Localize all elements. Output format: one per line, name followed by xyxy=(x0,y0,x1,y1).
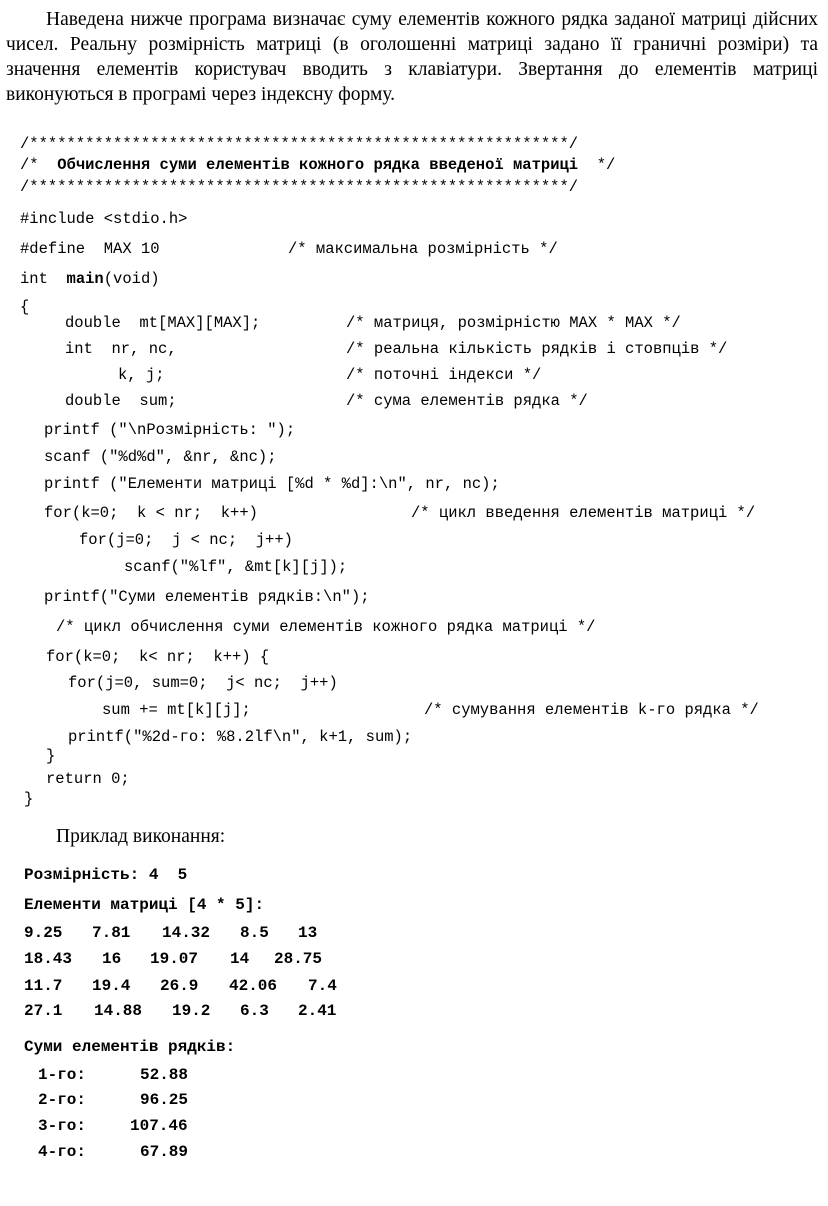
comment-title-line xyxy=(20,156,615,174)
matrix-cell: 6.3 xyxy=(240,1002,269,1020)
matrix-cell: 14.32 xyxy=(162,924,211,942)
sum-value: 96.25 xyxy=(140,1091,189,1109)
matrix-cell: 13 xyxy=(298,924,318,942)
example-caption: Приклад виконання: xyxy=(56,826,226,847)
comment-stars-top: /**********************************************************/ xyxy=(20,135,579,153)
open-brace: { xyxy=(20,298,30,316)
matrix-cell: 19.2 xyxy=(172,1002,211,1020)
sum-label: 2-го: xyxy=(38,1091,87,1109)
scanf-dim: scanf ("%d%d", &nr, &nc); xyxy=(44,448,277,466)
sum-label: 4-го: xyxy=(38,1143,87,1161)
decl-nr-comment: /* реальна кількість рядків і стовпців */ xyxy=(346,340,728,358)
matrix-cell: 14.88 xyxy=(94,1002,143,1020)
sum-label: 3-го: xyxy=(38,1117,87,1135)
decl-sum: double sum; xyxy=(65,392,177,410)
return-stmt: return 0; xyxy=(46,770,130,788)
main-name: main xyxy=(66,270,104,288)
decl-mt-comment: /* матриця, розмірністю MAX * MAX */ xyxy=(346,314,681,332)
for-k-sum: for(k=0; k< nr; k++) { xyxy=(46,648,270,666)
printf-dim: printf ("\nРозмірність: "); xyxy=(44,421,296,439)
decl-nr: int nr, nc, xyxy=(65,340,177,358)
matrix-cell: 27.1 xyxy=(24,1002,63,1020)
matrix-cell: 2.41 xyxy=(298,1002,337,1020)
decl-mt: double mt[MAX][MAX]; xyxy=(65,314,261,332)
comment-title: Обчислення суми елементів кожного рядка введеної матриці xyxy=(57,156,579,174)
output-dim-line: Розмірність: 4 5 xyxy=(24,866,188,884)
comment-stars-bottom: /**********************************************************/ xyxy=(20,178,579,196)
matrix-cell: 9.25 xyxy=(24,924,63,942)
sum-add: sum += mt[k][j]; xyxy=(102,701,251,719)
scanf-elem: scanf("%lf", &mt[k][j]); xyxy=(124,558,348,576)
decl-kj: k, j; xyxy=(118,366,165,384)
matrix-cell: 19.07 xyxy=(150,950,199,968)
close-inner-brace: } xyxy=(46,747,56,765)
matrix-cell: 8.5 xyxy=(240,924,269,942)
matrix-cell: 26.9 xyxy=(160,977,199,995)
for-k-input: for(k=0; k < nr; k++) xyxy=(44,504,258,522)
define-line: #define MAX 10 xyxy=(20,240,160,258)
sum-value: 67.89 xyxy=(140,1143,189,1161)
decl-kj-comment: /* поточні індекси */ xyxy=(346,366,542,384)
for-j-input: for(j=0; j < nc; j++) xyxy=(79,531,293,549)
sum-loop-comment: /* цикл обчислення суми елементів кожного рядка матриці */ xyxy=(56,618,596,636)
output-elems-header: Елементи матриці [4 * 5]: xyxy=(24,896,265,914)
printf-elems: printf ("Елементи матриці [%d * %d]:\n", nr, nc); xyxy=(44,475,500,493)
sum-label: 1-го: xyxy=(38,1066,87,1084)
main-signature xyxy=(20,270,160,288)
matrix-cell: 7.4 xyxy=(308,977,337,995)
matrix-cell: 19.4 xyxy=(92,977,131,995)
decl-sum-comment: /* сума елементів рядка */ xyxy=(346,392,588,410)
matrix-cell: 7.81 xyxy=(92,924,131,942)
intro-paragraph: Наведена нижче програма визначає суму елементів кожного рядка заданої матриці дійсних чисел. Реальну розмірність матриці (в оголошенні матриці задано її граничні розміри) та значення елементів користувач вводить з клавіатури. Звертання до елементів матриці виконуються в програмі через індексну форму. xyxy=(6,9,818,105)
sum-add-comment: /* сумування елементів k-го рядка */ xyxy=(424,701,759,719)
printf-result: printf("%2d-го: %8.2lf\n", k+1, sum); xyxy=(68,728,413,746)
matrix-cell: 11.7 xyxy=(24,977,63,995)
matrix-cell: 42.06 xyxy=(229,977,278,995)
for-j-sum: for(j=0, sum=0; j< nc; j++) xyxy=(68,674,338,692)
matrix-cell: 18.43 xyxy=(24,950,73,968)
comment-close: */ xyxy=(578,156,616,174)
matrix-cell: 28.75 xyxy=(274,950,323,968)
comment-open: /* xyxy=(20,156,58,174)
printf-sums: printf("Суми елементів рядків:\n"); xyxy=(44,588,370,606)
output-sums-header: Суми елементів рядків: xyxy=(24,1038,236,1056)
sum-value: 52.88 xyxy=(140,1066,189,1084)
define-comment: /* максимальна розмірність */ xyxy=(288,240,558,258)
sum-value: 107.46 xyxy=(130,1117,188,1135)
for-k-input-comment: /* цикл введення елементів матриці */ xyxy=(411,504,756,522)
matrix-cell: 16 xyxy=(102,950,122,968)
main-return-type: int xyxy=(20,270,67,288)
include-line: #include <stdio.h> xyxy=(20,210,188,228)
main-args: (void) xyxy=(103,270,160,288)
matrix-cell: 14 xyxy=(230,950,250,968)
close-main-brace: } xyxy=(24,790,34,808)
